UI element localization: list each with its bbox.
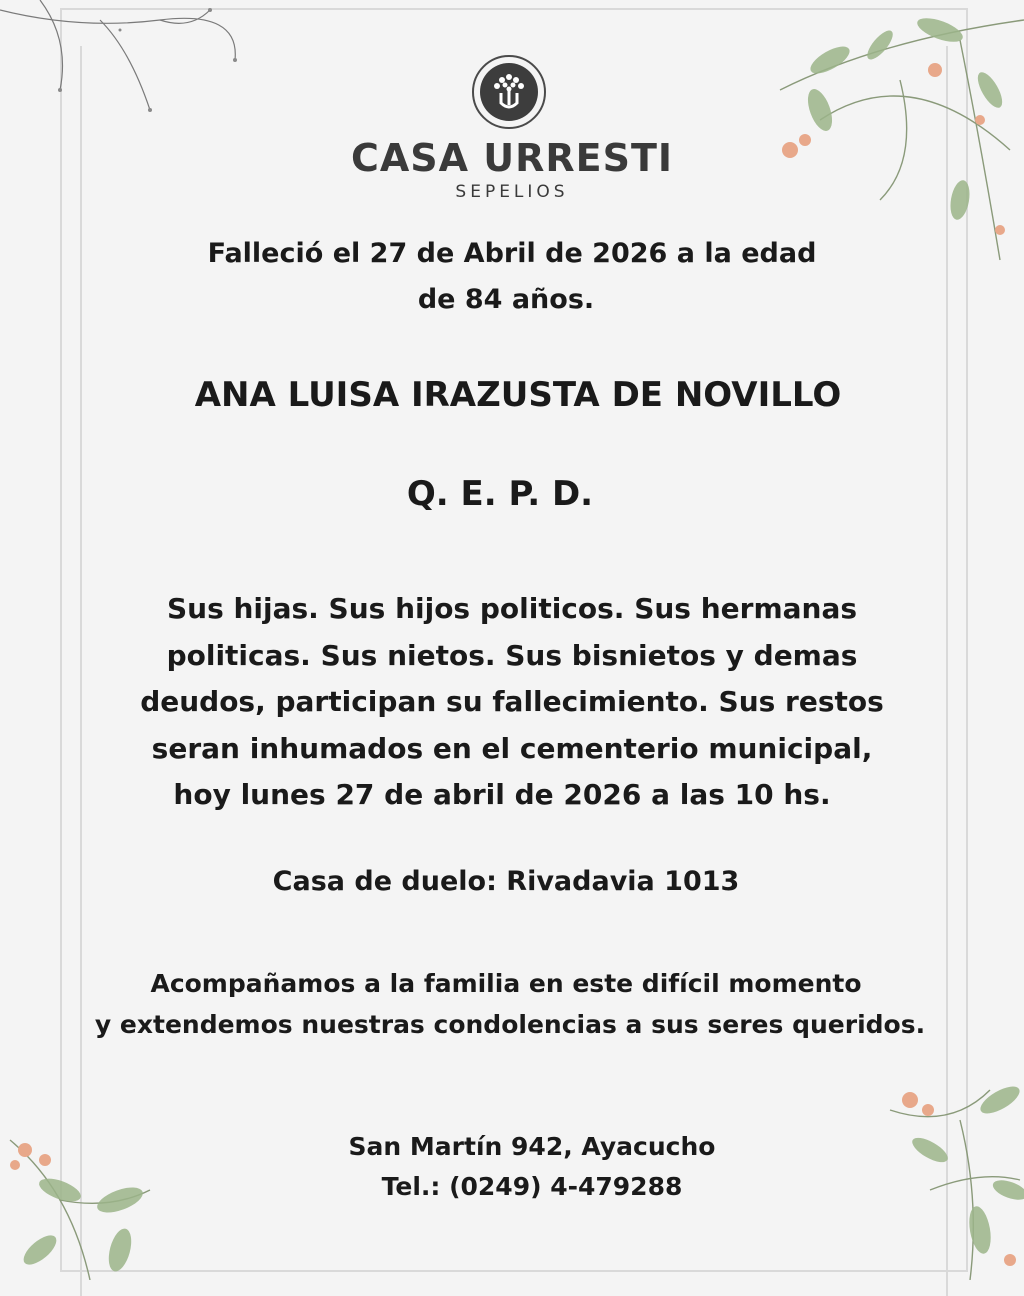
floral-top-right-decoration xyxy=(760,0,1024,270)
brand-name: CASA URRESTI xyxy=(350,136,674,180)
contact-phone: Tel.: (0249) 4-479288 xyxy=(381,1172,683,1201)
date-line-1: Falleció el 27 de Abril de 2026 a la edad xyxy=(207,238,817,269)
brand-subtitle: SEPELIOS xyxy=(455,182,569,202)
condolence-line-2: y extendemos nuestras condolencias a sus seres queridos. xyxy=(94,1010,926,1039)
body-line: deudos, participan su fallecimiento. Sus restos xyxy=(140,685,884,718)
casa-de-duelo: Casa de duelo: Rivadavia 1013 xyxy=(272,866,740,897)
body-line: seran inhumados en el cementerio municipal, xyxy=(151,731,873,765)
qepd-text: Q. E. P. D. xyxy=(406,474,594,514)
body-line: hoy lunes 27 de abril de 2026 a las 10 hs. xyxy=(173,778,831,811)
body-line: politicas. Sus nietos. Sus bisnietos y demas xyxy=(166,638,858,672)
body-line: Sus hijas. Sus hijos politicos. Sus hermanas xyxy=(166,592,858,625)
notice-body xyxy=(112,586,912,819)
contact-address: San Martín 942, Ayacucho xyxy=(348,1132,716,1161)
floral-top-left-decoration xyxy=(0,0,240,130)
logo-emblem xyxy=(472,55,546,129)
deceased-name: ANA LUISA IRAZUSTA DE NOVILLO xyxy=(194,375,842,415)
date-line-2: de 84 años. xyxy=(417,284,595,315)
condolence-line-1: Acompañamos a la familia en este difícil momento xyxy=(150,969,862,998)
tree-icon xyxy=(480,63,538,121)
